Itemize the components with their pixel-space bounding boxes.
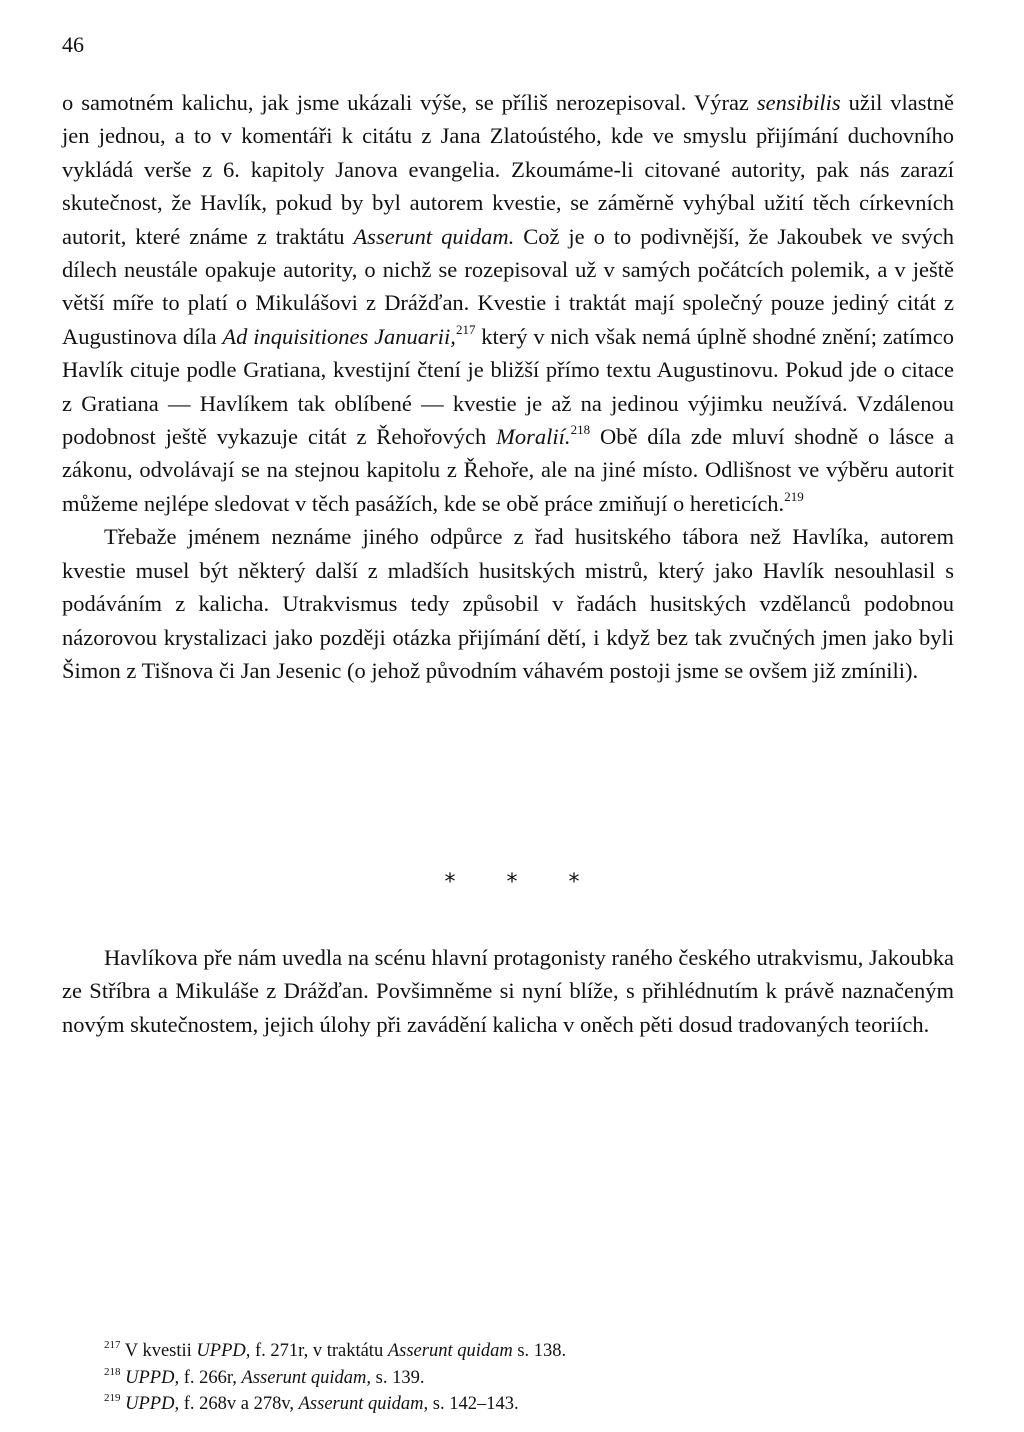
text-run: Obě díla zde mluví shodně o lásce a zákonu, odvolávají se na stejnou kapitolu z Řehoře, ale na jiné místo. Odlišnost ve výběru autorit můžeme nejlépe sledovat v těch pasážích, kde se obě práce zmiňují o hereticích. xyxy=(62,424,954,516)
italic-title: Moralií. xyxy=(496,424,571,450)
footnote-218 xyxy=(104,1365,954,1392)
footnote-italic: UPPD, xyxy=(196,1341,251,1361)
page-number: 46 xyxy=(62,32,84,57)
paragraph-3: Havlíkova pře nám uvedla na scénu hlavní protagonisty raného českého utrakvismu, Jakoubka ze Stříbra a Mikuláše z Drážďan. Povšimněme si nyní blíže, s přihlédnutím k právě naznačeným novým skutečnostem, jejich úlohy při zavádění kalicha v oněch pěti dosud tradovaných teoriích. xyxy=(62,945,954,1037)
italic-title: Ad inquisitiones Januarii, xyxy=(222,323,456,349)
footnote-ref-219[interactable]: 219 xyxy=(784,488,804,504)
footnote-italic: Asserunt quidam, xyxy=(298,1394,429,1414)
footnote-italic: Asserunt quidam xyxy=(387,1341,513,1361)
text-run: Což je o to podivnější, že Jakoubek ve svých dílech neustále opakuje autority, o nichž se rozepisoval už v samých počátcích polemik, a v ještě větší míře to platí o Mikulášovi z Drážďan. Kvestie i traktát mají společný pouze jediný citát z Augustinova díla xyxy=(62,223,954,349)
footnote-text: f. 268v a 278v, xyxy=(179,1394,299,1414)
footnote-italic: UPPD, xyxy=(125,1394,180,1414)
footnote-text: s. 138. xyxy=(512,1341,567,1361)
text-run: který v nich však nemá úplně shodné znění; zatímco Havlík cituje podle Gratiana, kvestijní čtení je bližší přímo textu Augustinovu. Pokud jde o citace z Gratiana — Havlíkem tak oblíbené — kvestie je až na jedinou výjimku neužívá. Vzdálenou podobnost ještě vykazuje citát z Řehořových xyxy=(62,323,955,450)
footnote-ref-218[interactable]: 218 xyxy=(570,422,591,438)
footnote-number: 217 xyxy=(104,1339,121,1351)
text-run: užil vlastně jen jednou, a to v komentáři k citátu z Jana Zlatoústého, kde ve smyslu přijímání duchovního vykládá verše z 6. kapitoly Janova evangelia. Zkoumáme-li citované autority, pak nás zarazí skutečnost, že Havlík, pokud by byl autorem kvestie, se záměrně vyhýbal užití těch církevních autorit, které známe z traktátu xyxy=(62,90,954,249)
footnote-italic: Asserunt quidam, xyxy=(241,1367,372,1388)
footnotes xyxy=(104,1338,954,1418)
section-separator: * * * xyxy=(444,870,602,895)
footnote-number: 219 xyxy=(104,1392,121,1404)
footnote-219 xyxy=(104,1391,954,1418)
main-text xyxy=(62,86,954,687)
footnote-ref-217[interactable]: 217 xyxy=(455,321,476,337)
paragraph-1 xyxy=(62,86,954,520)
footnote-text: f. 271r, v traktátu xyxy=(250,1341,388,1361)
italic-term: sensibilis xyxy=(756,90,841,115)
footnote-number: 218 xyxy=(104,1365,121,1378)
italic-title: Asserunt quidam. xyxy=(353,223,515,249)
footnote-217 xyxy=(104,1338,954,1365)
footnote-text: V kvestii xyxy=(124,1341,197,1361)
footnote-text: s. 139. xyxy=(371,1367,425,1388)
paragraph-2: Třebaže jménem neznáme jiného odpůrce z řad husitského tábora než Havlíka, autorem kvestie musel být některý další z mladších husitských mistrů, který jako Havlík nesouhlasil s podáváním z kalicha. Utrakvismus tedy způsobil v řadách husitských vzdělanců podobnou názorovou krystalizaci jako později otázka přijímání dětí, i když bez tak zvučných jmen jako byli Šimon z Tišnova či Jan Jesenic (o jehož původním váhavém postoji jsme se ovšem již zmínili). xyxy=(62,524,954,683)
text-run: o samotném kalichu, jak jsme ukázali výše, se příliš nerozepisoval. Výraz xyxy=(62,90,757,115)
footnote-italic: UPPD, xyxy=(125,1367,180,1388)
footnote-text: s. 142–143. xyxy=(428,1394,519,1414)
footnote-text: f. 266r, xyxy=(179,1367,242,1388)
